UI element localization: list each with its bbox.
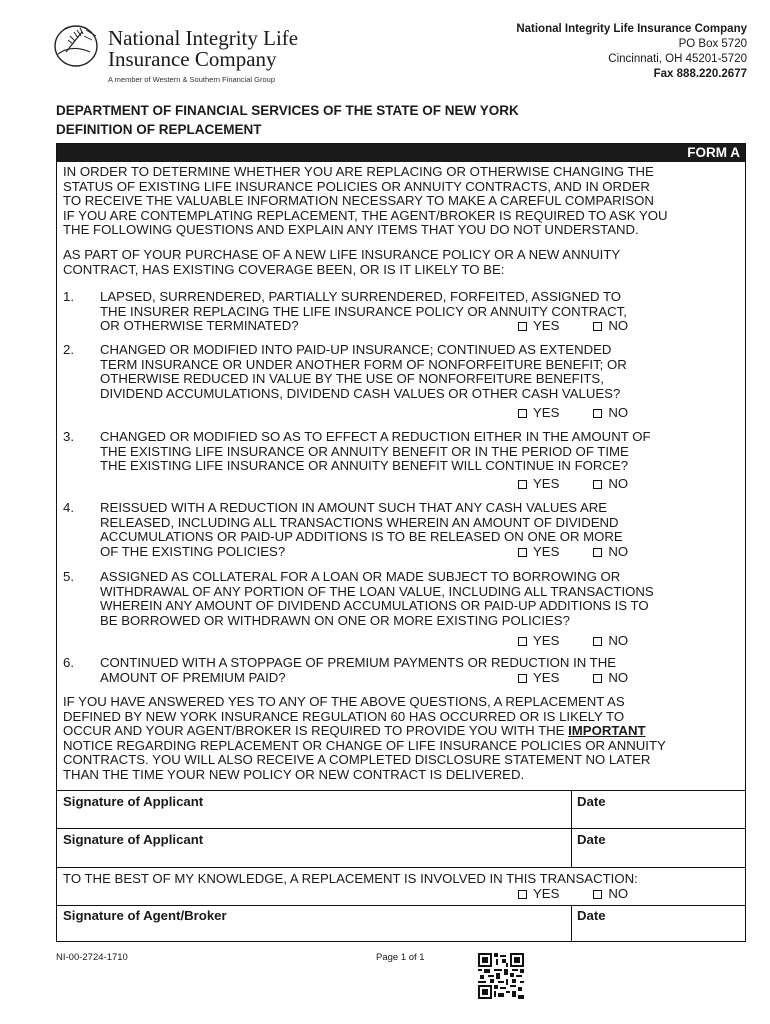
form-label-bar bbox=[57, 144, 745, 162]
form-a-box bbox=[56, 143, 746, 942]
no-checkbox[interactable] bbox=[593, 890, 602, 899]
yes-no-row bbox=[518, 671, 628, 686]
no-label: NO bbox=[608, 476, 629, 491]
wheat-emblem-icon bbox=[52, 22, 104, 70]
question-line: CONTINUED WITH A STOPPAGE OF PREMIUM PAYMENTS OR REDUCTION IN THE bbox=[100, 655, 617, 670]
yes-checkbox[interactable] bbox=[518, 409, 527, 418]
yes-checkbox[interactable] bbox=[518, 322, 527, 331]
company-address-block bbox=[516, 22, 747, 82]
no-checkbox[interactable] bbox=[593, 674, 602, 683]
qr-code-icon bbox=[478, 953, 524, 999]
no-checkbox[interactable] bbox=[593, 480, 602, 489]
question-line: THE EXISTING LIFE INSURANCE OR ANNUITY BENEFIT OR IN THE PERIOD OF TIME bbox=[100, 443, 629, 459]
yes-checkbox[interactable] bbox=[518, 548, 527, 557]
no-label: NO bbox=[608, 885, 629, 901]
no-label: NO bbox=[608, 318, 629, 333]
intro-line: IF YOU ARE CONTEMPLATING REPLACEMENT, THE AGENT/BROKER IS REQUIRED TO ASK YOU bbox=[63, 207, 668, 223]
definition-heading: DEFINITION OF REPLACEMENT bbox=[56, 122, 262, 137]
question-line: WHEREIN ANY AMOUNT OF DIVIDEND ACCUMULATIONS OR PAID-UP ADDITIONS IS TO bbox=[100, 598, 649, 613]
date-label-2[interactable]: Date bbox=[577, 832, 606, 847]
question-line: WITHDRAWAL OF ANY PORTION OF THE LOAN VALUE, INCLUDING ALL TRANSACTIONS bbox=[100, 583, 654, 599]
question-line: TERM INSURANCE OR UNDER ANOTHER FORM OF NONFORFEITURE BENEFIT; OR bbox=[100, 356, 627, 372]
conclusion-line: THAN THE TIME YOUR NEW POLICY OR NEW CONTRACT IS DELIVERED. bbox=[63, 766, 525, 782]
yes-label: YES bbox=[533, 885, 560, 901]
no-checkbox[interactable] bbox=[593, 548, 602, 557]
intro-line: STATUS OF EXISTING LIFE INSURANCE POLICIES OR ANNUITY CONTRACTS, AND IN ORDER bbox=[63, 178, 650, 194]
signature-applicant-1[interactable]: Signature of Applicant bbox=[63, 794, 204, 809]
yes-checkbox[interactable] bbox=[518, 480, 527, 489]
no-label: NO bbox=[608, 405, 629, 420]
signature-applicant-2[interactable]: Signature of Applicant bbox=[63, 832, 204, 847]
question-line: RELEASED, INCLUDING ALL TRANSACTIONS WHEREIN AN AMOUNT OF DIVIDEND bbox=[100, 514, 619, 530]
conclusion-line: IF YOU HAVE ANSWERED YES TO ANY OF THE ABOVE QUESTIONS, A REPLACEMENT AS bbox=[63, 694, 625, 709]
logo-text-line2: Insurance Company bbox=[108, 47, 277, 71]
company-name: National Integrity Life Insurance Company bbox=[516, 23, 747, 35]
question-number: 5. bbox=[63, 569, 74, 584]
logo-text-line1: National Integrity Life bbox=[108, 26, 299, 50]
form-label: FORM A bbox=[687, 145, 740, 160]
conclusion-line bbox=[63, 724, 646, 739]
yes-checkbox[interactable] bbox=[518, 637, 527, 646]
conclusion-line: NOTICE REGARDING REPLACEMENT OR CHANGE OF LIFE INSURANCE POLICIES OR ANNUITY bbox=[63, 737, 666, 753]
question-line: THE INSURER REPLACING THE LIFE INSURANCE POLICY OR ANNUITY CONTRACT, bbox=[100, 303, 627, 319]
table-divider bbox=[57, 790, 745, 791]
question-line: CHANGED OR MODIFIED INTO PAID-UP INSURANCE; CONTINUED AS EXTENDED bbox=[100, 342, 612, 357]
knowledge-statement: TO THE BEST OF MY KNOWLEDGE, A REPLACEMENT IS INVOLVED IN THIS TRANSACTION: bbox=[63, 871, 638, 886]
logo-subline: A member of Western & Southern Financial Group bbox=[108, 75, 276, 84]
question-line: OR OTHERWISE TERMINATED? bbox=[100, 318, 299, 333]
question-line: ACCUMULATIONS OR PAID-UP ADDITIONS IS TO BE RELEASED ON ONE OR MORE bbox=[100, 529, 623, 544]
yes-label: YES bbox=[533, 633, 560, 648]
table-divider bbox=[57, 828, 745, 829]
question-number: 3. bbox=[63, 429, 74, 444]
question-line: OF THE EXISTING POLICIES? bbox=[100, 543, 286, 559]
yes-no-row bbox=[518, 319, 628, 334]
intro-line: TO RECEIVE THE VALUABLE INFORMATION NECESSARY TO MAKE A CAREFUL COMPARISON bbox=[63, 193, 654, 208]
no-label: NO bbox=[608, 669, 629, 685]
yes-no-row bbox=[518, 887, 628, 902]
date-label-1[interactable]: Date bbox=[577, 794, 606, 809]
signature-agent[interactable]: Signature of Agent/Broker bbox=[63, 908, 227, 923]
department-heading: DEPARTMENT OF FINANCIAL SERVICES OF THE STATE OF NEW YORK bbox=[56, 103, 519, 118]
yes-label: YES bbox=[533, 476, 560, 491]
yes-label: YES bbox=[533, 669, 560, 685]
no-checkbox[interactable] bbox=[593, 637, 602, 646]
yes-label: YES bbox=[533, 543, 560, 559]
table-divider bbox=[57, 905, 745, 906]
company-po-box: PO Box 5720 bbox=[678, 38, 747, 50]
question-line: REISSUED WITH A REDUCTION IN AMOUNT SUCH THAT ANY CASH VALUES ARE bbox=[100, 500, 608, 515]
yes-checkbox[interactable] bbox=[518, 890, 527, 899]
yes-checkbox[interactable] bbox=[518, 674, 527, 683]
yes-no-row bbox=[518, 477, 628, 492]
question-number: 4. bbox=[63, 500, 74, 515]
no-label: NO bbox=[608, 543, 629, 559]
company-fax: Fax 888.220.2677 bbox=[653, 68, 747, 80]
conclusion-line: CONTRACTS. YOU WILL ALSO RECEIVE A COMPLETED DISCLOSURE STATEMENT NO LATER bbox=[63, 752, 651, 767]
date-column-divider bbox=[571, 905, 572, 942]
yes-no-row bbox=[518, 634, 628, 649]
question-number: 6. bbox=[63, 655, 74, 670]
yes-no-row bbox=[518, 545, 628, 560]
yes-no-row bbox=[518, 406, 628, 421]
page-number: Page 1 of 1 bbox=[376, 952, 425, 963]
question-line: DIVIDEND ACCUMULATIONS, DIVIDEND CASH VALUES OR OTHER CASH VALUES? bbox=[100, 385, 621, 401]
question-number: 2. bbox=[63, 342, 74, 357]
important-emphasis: IMPORTANT bbox=[568, 723, 646, 738]
intro-line: IN ORDER TO DETERMINE WHETHER YOU ARE REPLACING OR OTHERWISE CHANGING THE bbox=[63, 164, 654, 179]
question-line: ASSIGNED AS COLLATERAL FOR A LOAN OR MADE SUBJECT TO BORROWING OR bbox=[100, 569, 621, 584]
question-number: 1. bbox=[63, 289, 74, 304]
question-line: THE EXISTING LIFE INSURANCE OR ANNUITY BENEFIT WILL CONTINUE IN FORCE? bbox=[100, 458, 629, 473]
table-divider bbox=[57, 867, 745, 868]
date-label-3[interactable]: Date bbox=[577, 908, 606, 923]
question-line: CHANGED OR MODIFIED SO AS TO EFFECT A REDUCTION EITHER IN THE AMOUNT OF bbox=[100, 429, 651, 444]
form-code: NI-00-2724-1710 bbox=[56, 952, 128, 963]
no-checkbox[interactable] bbox=[593, 322, 602, 331]
question-line: BE BORROWED OR WITHDRAWN ON ONE OR MORE EXISTING POLICIES? bbox=[100, 612, 570, 628]
no-label: NO bbox=[608, 633, 629, 648]
conclusion-line: DEFINED BY NEW YORK INSURANCE REGULATION 60 HAS OCCURRED OR IS LIKELY TO bbox=[63, 708, 625, 724]
conclusion-line-text: OCCUR AND YOUR AGENT/BROKER IS REQUIRED TO PROVIDE YOU WITH THE bbox=[63, 723, 569, 738]
company-city: Cincinnati, OH 45201-5720 bbox=[608, 53, 747, 65]
company-logo bbox=[52, 22, 342, 88]
question-line: AMOUNT OF PREMIUM PAID? bbox=[100, 669, 286, 685]
question-line: OTHERWISE REDUCED IN VALUE BY THE USE OF NONFORFEITURE BENEFITS, bbox=[100, 371, 604, 386]
yes-label: YES bbox=[533, 318, 560, 333]
no-checkbox[interactable] bbox=[593, 409, 602, 418]
date-column-divider bbox=[571, 790, 572, 867]
part-line: CONTRACT, HAS EXISTING COVERAGE BEEN, OR IS IT LIKELY TO BE: bbox=[63, 261, 505, 277]
intro-line: THE FOLLOWING QUESTIONS AND EXPLAIN ANY ITEMS THAT YOU DO NOT UNDERSTAND. bbox=[63, 222, 639, 237]
part-line: AS PART OF YOUR PURCHASE OF A NEW LIFE INSURANCE POLICY OR A NEW ANNUITY bbox=[63, 247, 621, 262]
question-line: LAPSED, SURRENDERED, PARTIALLY SURRENDERED, FORFEITED, ASSIGNED TO bbox=[100, 289, 622, 304]
yes-label: YES bbox=[533, 405, 560, 420]
